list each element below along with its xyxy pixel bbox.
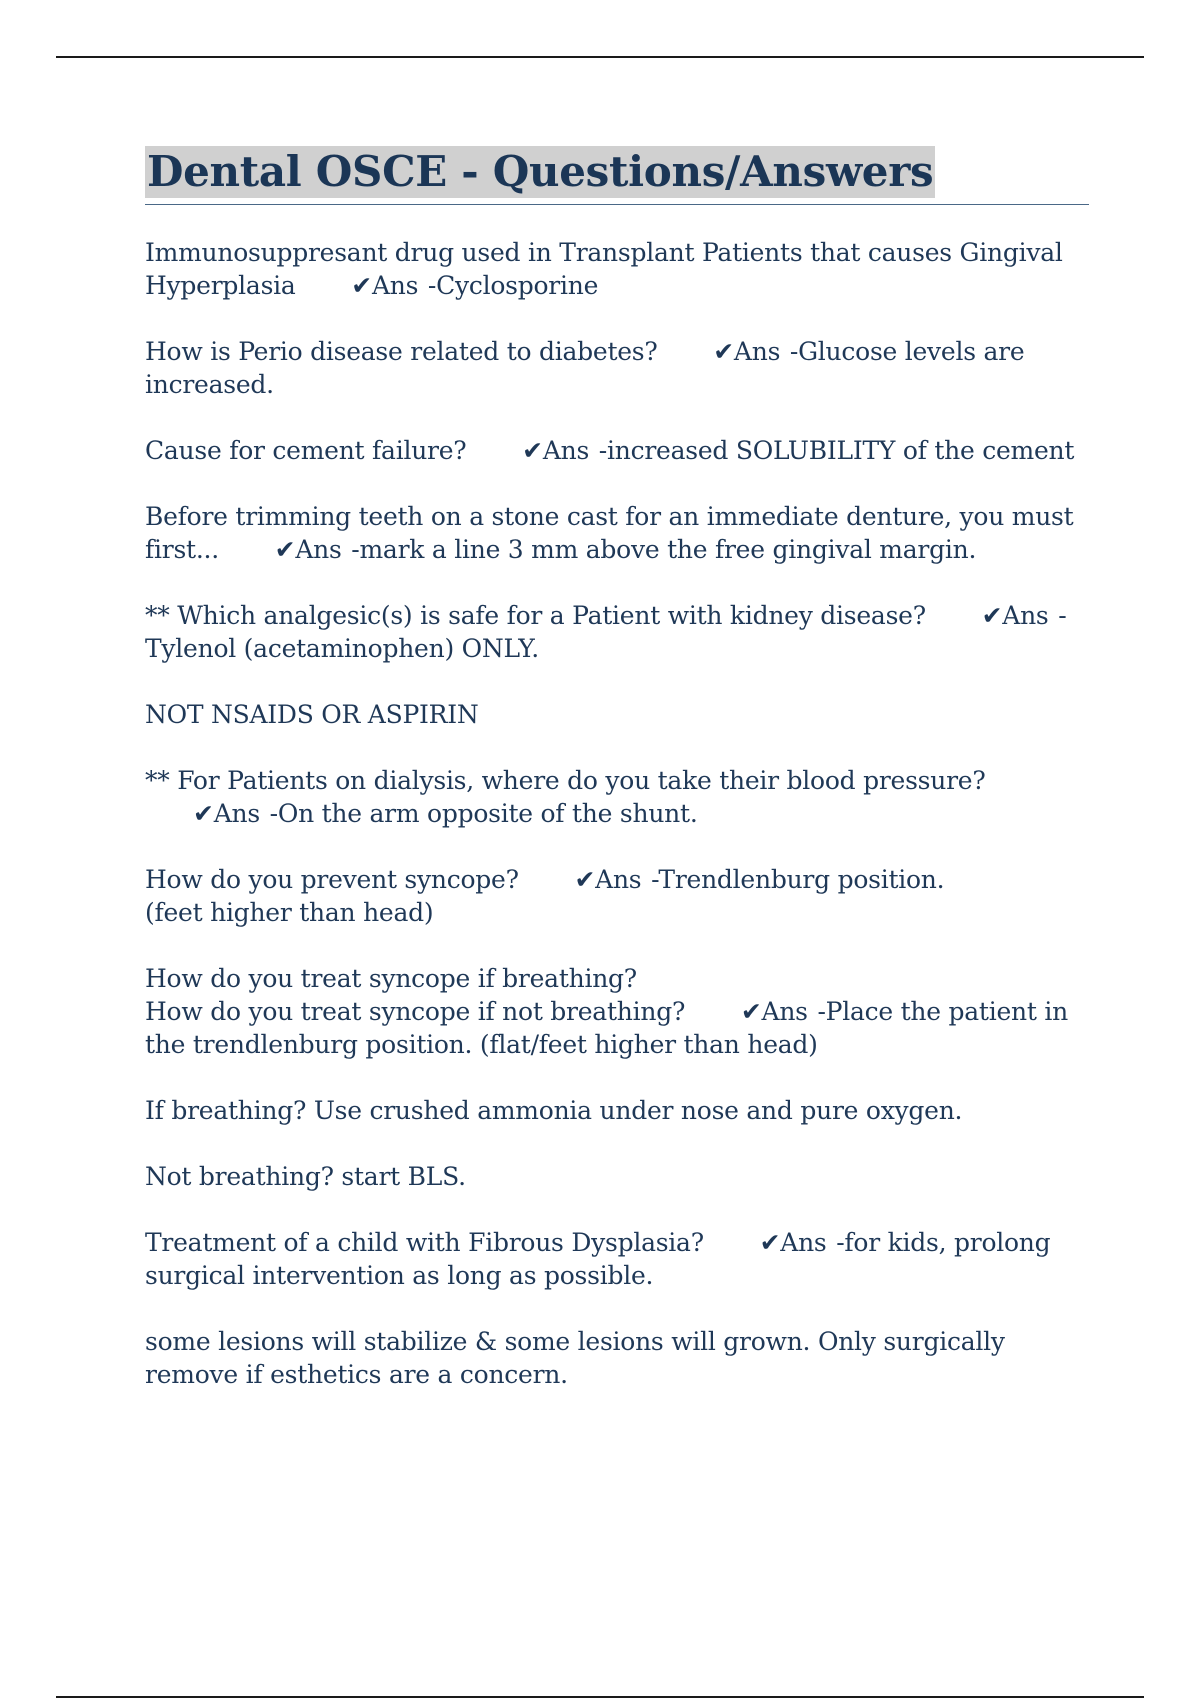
- question-text: Treatment of a child with Fibrous Dysplasia?: [145, 1228, 704, 1257]
- qa-item: [145, 335, 1089, 401]
- answer-text: - Tylenol (acetaminophen) ONLY.: [145, 601, 1067, 663]
- question-text: ** Which analgesic(s) is safe for a Patient with kidney disease?: [145, 601, 926, 630]
- answer-marker: ✔Ans: [193, 799, 260, 828]
- header-rule: [56, 56, 1144, 58]
- answer-extra-text: (feet higher than head): [145, 898, 434, 927]
- qa-item: [145, 1226, 1089, 1292]
- qa-item: [145, 500, 1089, 566]
- question-text: ** For Patients on dialysis, where do you take their blood pressure?: [145, 766, 986, 795]
- question-text: Immunosuppresant drug used in Transplant Patients that causes Gingival Hyperplasia: [145, 238, 1063, 300]
- qa-item: [145, 599, 1089, 665]
- question-text: How do you treat syncope if not breathing?: [145, 997, 686, 1026]
- answer-text: -Trendlenburg position.: [651, 865, 945, 894]
- note-paragraph: [145, 1160, 1089, 1193]
- note-text: Not breathing? start BLS.: [145, 1162, 466, 1191]
- page-title: Dental OSCE - Questions/Answers: [147, 147, 934, 196]
- answer-marker: ✔Ans: [351, 271, 419, 300]
- answer-marker: ✔Ans: [740, 997, 808, 1026]
- question-text: Cause for cement failure?: [145, 436, 467, 465]
- answer-text: -mark a line 3 mm above the free gingival margin.: [351, 535, 977, 564]
- answer-text: -Place the patient in the trendlenburg position. (flat/feet higher than head): [145, 997, 1068, 1059]
- note-paragraph: [145, 1094, 1089, 1127]
- question-text: How is Perio disease related to diabetes?: [145, 337, 658, 366]
- qa-item: [145, 236, 1089, 302]
- document-body: [145, 146, 1089, 1424]
- qa-item: [145, 764, 1089, 830]
- note-paragraph: [145, 1325, 1089, 1391]
- qa-item: [145, 863, 1089, 929]
- answer-marker: ✔Ans: [759, 1228, 827, 1257]
- answer-text: -Glucose levels are increased.: [145, 337, 1025, 399]
- answer-marker: ✔Ans: [522, 436, 590, 465]
- qa-list: [145, 236, 1089, 1391]
- question-text: Before trimming teeth on a stone cast for an immediate denture, you must first...: [145, 502, 1074, 564]
- footer-rule: [56, 1696, 1144, 1698]
- answer-marker: ✔Ans: [274, 535, 342, 564]
- note-text: If breathing? Use crushed ammonia under nose and pure oxygen.: [145, 1096, 963, 1125]
- note-text: some lesions will stabilize & some lesions will grown. Only surgically remove if esthetics are a concern.: [145, 1327, 1005, 1389]
- answer-marker: ✔Ans: [713, 337, 781, 366]
- answer-text: -Cyclosporine: [427, 271, 599, 300]
- answer-marker: ✔Ans: [574, 865, 642, 894]
- note-text: NOT NSAIDS OR ASPIRIN: [145, 700, 479, 729]
- question-pre-text: How do you treat syncope if breathing?: [145, 964, 637, 993]
- qa-item: [145, 962, 1089, 1061]
- note-paragraph: [145, 698, 1089, 731]
- answer-text: -increased SOLUBILITY of the cement: [598, 436, 1075, 465]
- qa-item: [145, 434, 1089, 467]
- answer-text: -On the arm opposite of the shunt.: [269, 799, 698, 828]
- answer-text: -for kids, prolong surgical intervention as long as possible.: [145, 1228, 1051, 1290]
- answer-marker: ✔Ans: [981, 601, 1049, 630]
- title-underline: [145, 146, 1089, 205]
- question-text: How do you prevent syncope?: [145, 865, 519, 894]
